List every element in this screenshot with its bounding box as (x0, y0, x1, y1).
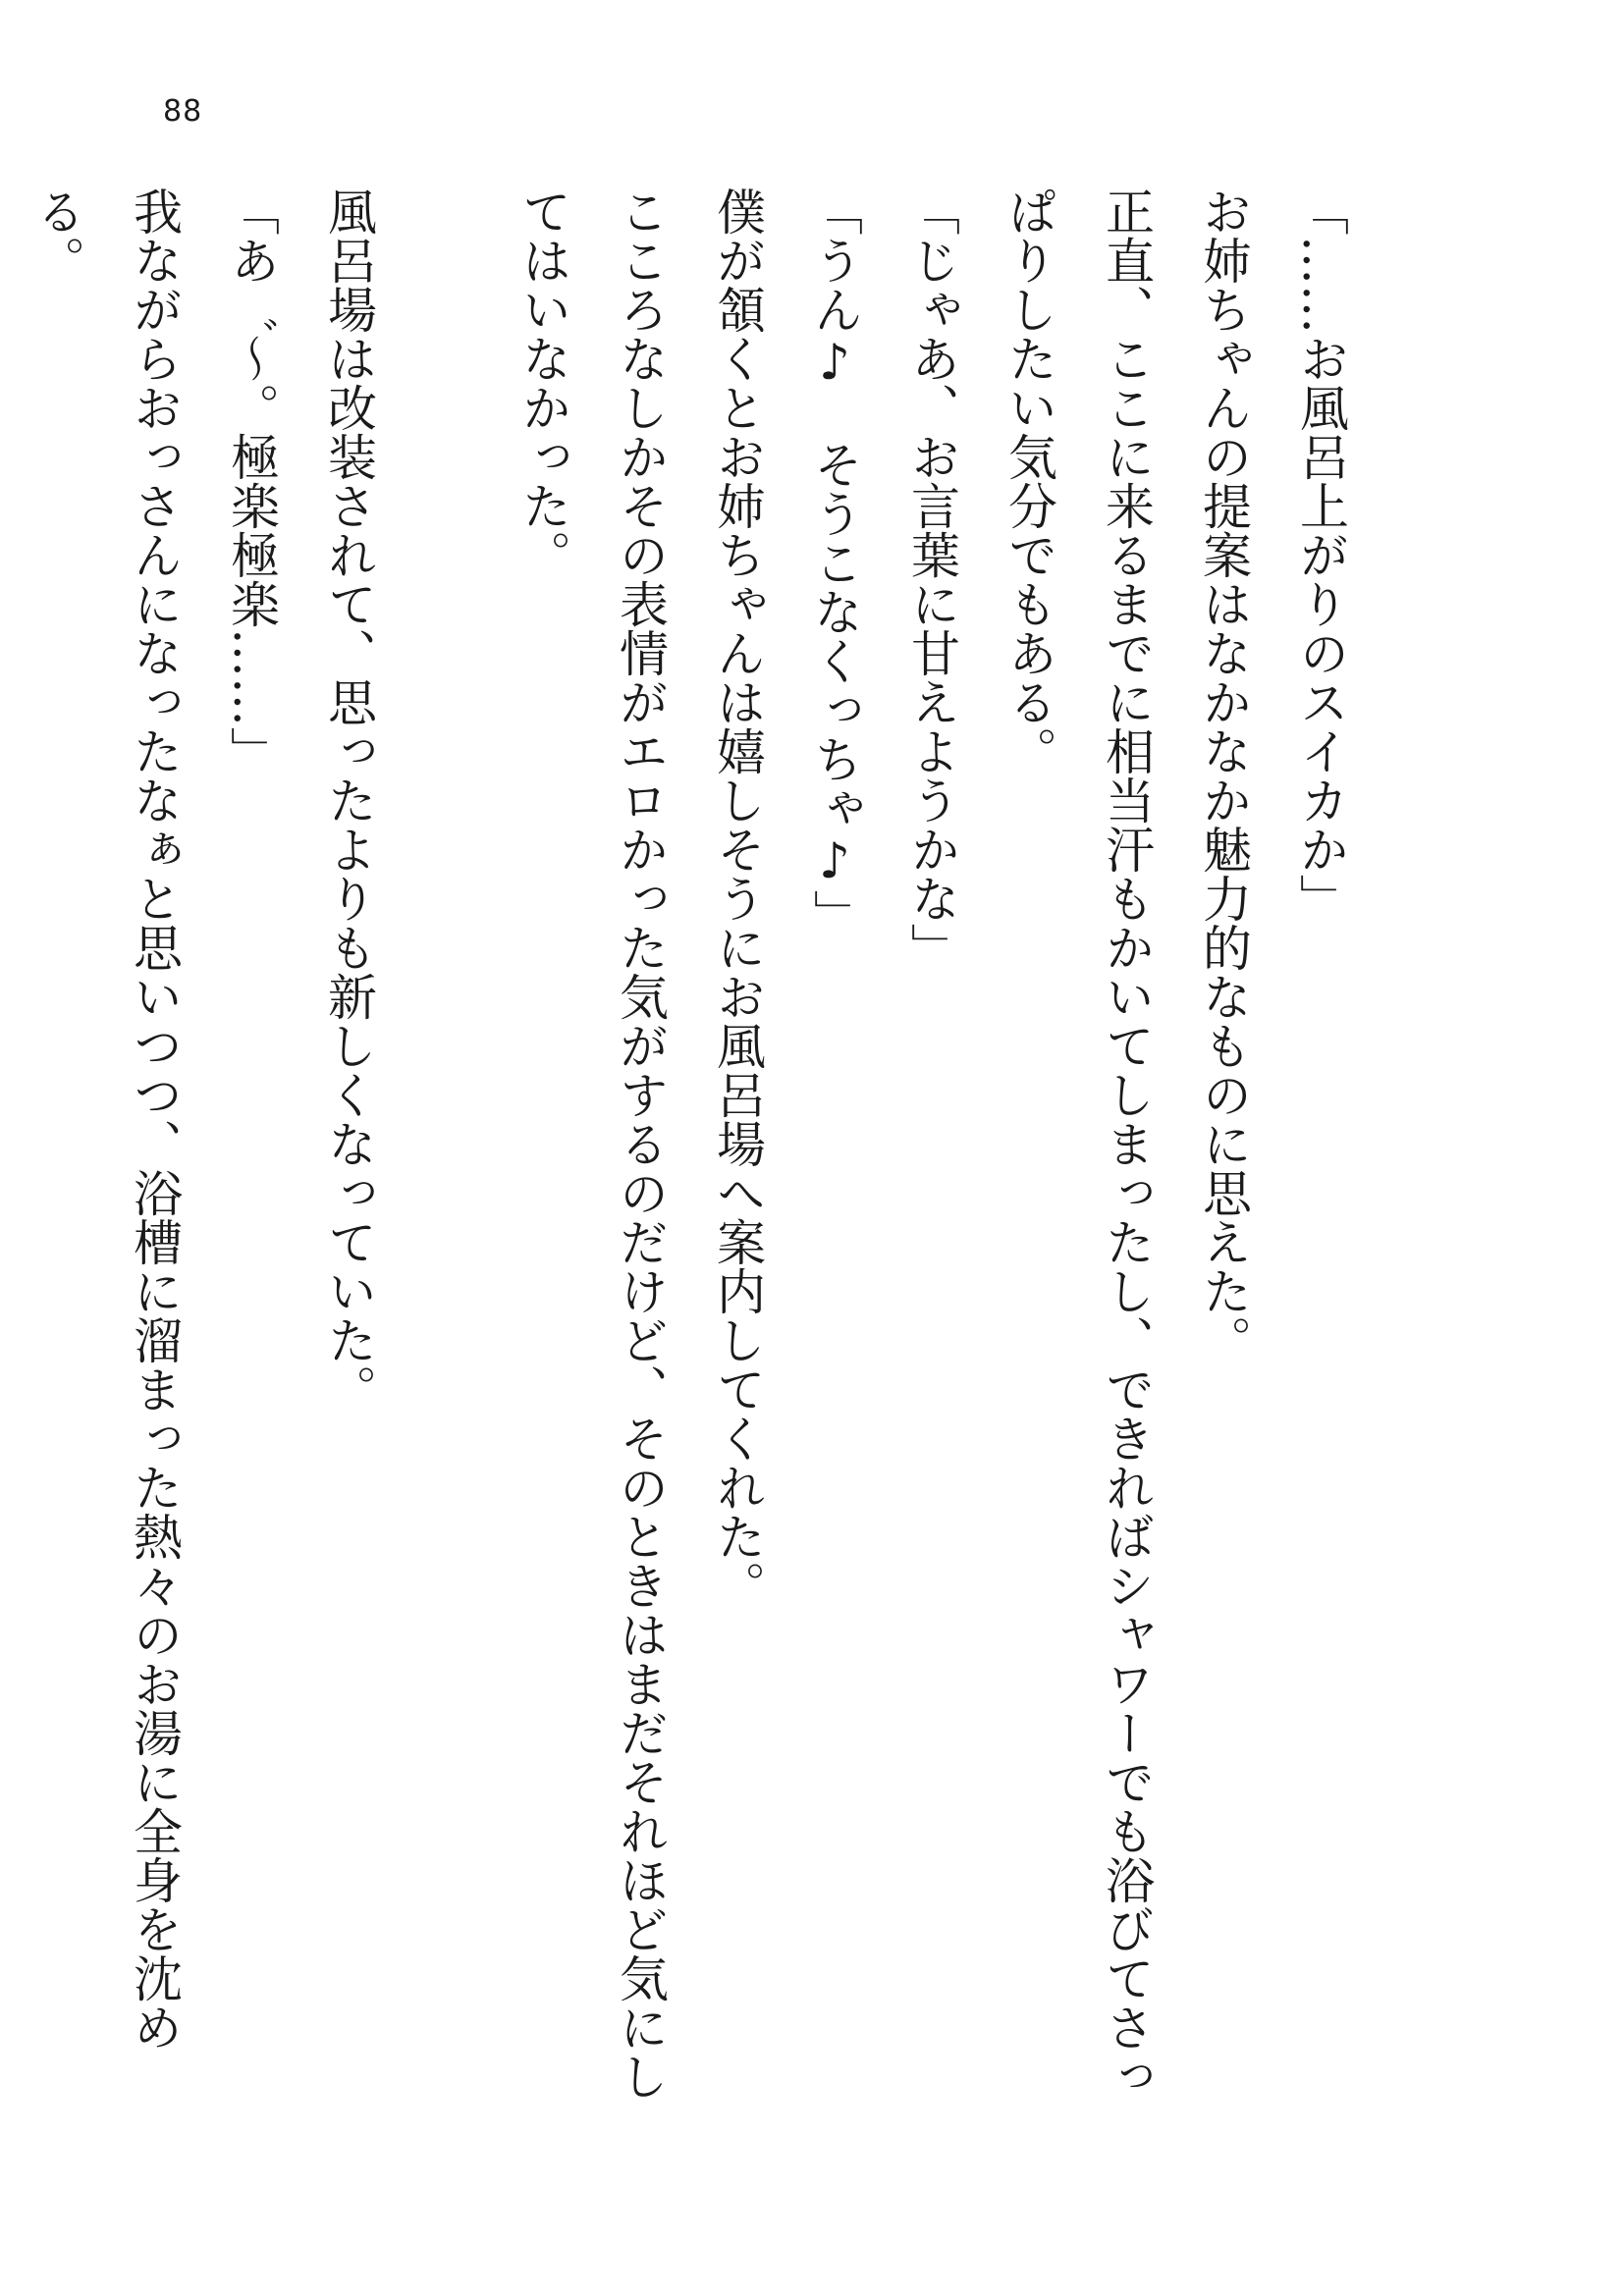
text-line: 風呂場は改装されて、思ったよりも新しくなっていた。 (320, 187, 377, 1414)
text-line (0, 187, 8, 2169)
text-line: お姉ちゃんの提案はなかなか魅力的なものに思えた。 (1195, 187, 1252, 1364)
paragraph-gap (397, 187, 494, 2169)
body-text (0, 187, 1369, 2169)
page-number: 88 (163, 94, 203, 129)
text-line: 我ながらおっさんになったなぁと思いつつ、浴槽に溜まった熱々のお湯に全身を沈め (126, 187, 183, 2052)
text-line: 「……お風呂上がりのスイカか」 (1292, 187, 1349, 923)
text-line: こころなしかその表情がエロかった気がするのだけど、そのときはまだそれほど気にし (612, 187, 669, 2101)
text-line: る。 (28, 187, 85, 285)
text-line: 「あ゛～。極楽極楽……」 (223, 187, 280, 775)
text-line: ぱりしたい気分でもある。 (1001, 187, 1057, 775)
text-line: 僕が頷くとお姉ちゃんは嬉しそうにお風呂場へ案内してくれた。 (709, 187, 766, 1610)
text-line: 「じゃあ、お言葉に甘えようかな」 (903, 187, 960, 972)
text-line: 「うん♪ そうこなくっちゃ♪」 (806, 187, 863, 938)
text-line: てはいなかった。 (514, 187, 571, 579)
text-line: 正直、ここに来るまでに相当汗もかいてしまったし、できればシャワーでも浴びてさっ (1098, 187, 1155, 2101)
